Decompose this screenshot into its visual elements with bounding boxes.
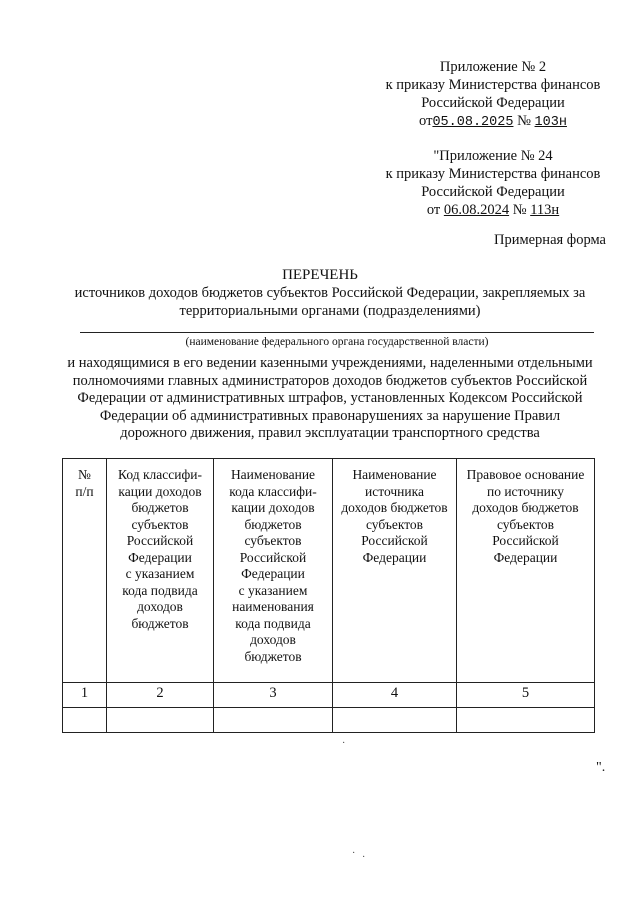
appendix-prev-order: к приказу Министерства финансов — [385, 166, 601, 182]
column-number-row — [63, 683, 595, 708]
appendix-prev-title: "Приложение № 24 — [433, 148, 553, 164]
appendix-prev-country: Российской Федерации — [421, 184, 565, 200]
subtitle-line: источников доходов бюджетов субъектов Российской Федерации, закрепляемых за — [74, 285, 586, 301]
body-paragraph — [40, 355, 620, 443]
column-number: 2 — [107, 683, 214, 708]
paragraph-line: Федерации об административных правонарушениях за нарушение Правил — [99, 407, 561, 424]
table-cell[interactable] — [333, 708, 457, 733]
authority-caption: (наименование федерального органа государственной власти) — [185, 336, 489, 348]
appendix-prev-block — [380, 147, 606, 219]
column-number: 3 — [214, 683, 333, 708]
appendix-current-country: Российской Федерации — [421, 95, 565, 111]
appendix-current-number: 103н — [534, 115, 567, 130]
scan-speck: · — [342, 738, 346, 749]
paragraph-line: Федерации от административных штрафов, установленных Кодексом Российской — [77, 390, 583, 406]
column-number: 1 — [63, 683, 107, 708]
header-cell-code: Код классифи- кации доходов бюджетов субъектов Российской Федерации с указанием кода подвида доходов бюджетов — [107, 459, 214, 683]
header-cell-source-name: Наименование источника доходов бюджетов субъектов Российской Федерации — [333, 459, 457, 683]
appendix-current-date-line — [380, 112, 606, 132]
table-cell[interactable] — [107, 708, 214, 733]
appendix-current-title: Приложение № 2 — [439, 59, 547, 75]
header-cell-legal-basis: Правовое основание по источнику доходов бюджетов субъектов Российской Федерации — [457, 459, 595, 683]
paragraph-line: и находящимися в его ведении казенными учреждениями, наделенными отдельными — [67, 355, 593, 371]
table-cell[interactable] — [457, 708, 595, 733]
appendix-current-date: 05.08.2025 — [432, 115, 514, 130]
closing-quote: ". — [596, 760, 606, 775]
subtitle-line: территориальными органами (подразделениями) — [179, 302, 481, 319]
header-cell-number: № п/п — [63, 459, 107, 683]
document-title: ПЕРЕЧЕНЬ — [282, 267, 358, 283]
appendix-current-order: к приказу Министерства финансов — [385, 77, 601, 93]
authority-name-line[interactable] — [80, 332, 594, 333]
appendix-prev-date-line — [380, 201, 606, 219]
appendix-prev-number: 113н — [530, 202, 560, 218]
paragraph-line: дорожного движения, правил эксплуатации транспортного средства — [120, 425, 540, 441]
column-number: 5 — [457, 683, 595, 708]
scan-speck: · — [362, 852, 366, 863]
number-prefix: № — [517, 113, 531, 129]
form-label: Примерная форма — [493, 232, 606, 248]
number-prefix: № — [512, 202, 527, 218]
appendix-prev-date: 06.08.2024 — [443, 202, 510, 218]
sources-table — [62, 458, 595, 733]
table-cell[interactable] — [214, 708, 333, 733]
scan-speck: · — [352, 848, 356, 859]
date-prefix: от — [419, 113, 433, 129]
header-cell-code-name: Наименование кода классифи- кации доходов бюджетов субъектов Российской Федерации с указанием наименования кода подвида доходов бюджетов — [214, 459, 333, 683]
appendix-current-block — [380, 58, 606, 132]
document-subtitle — [20, 285, 640, 320]
date-prefix: от — [426, 202, 441, 218]
paragraph-line: полномочиями главных администраторов доходов бюджетов субъектов Российской — [72, 372, 588, 389]
table-row — [63, 708, 595, 733]
column-number: 4 — [333, 683, 457, 708]
table-cell[interactable] — [63, 708, 107, 733]
table-header-row — [63, 459, 595, 683]
